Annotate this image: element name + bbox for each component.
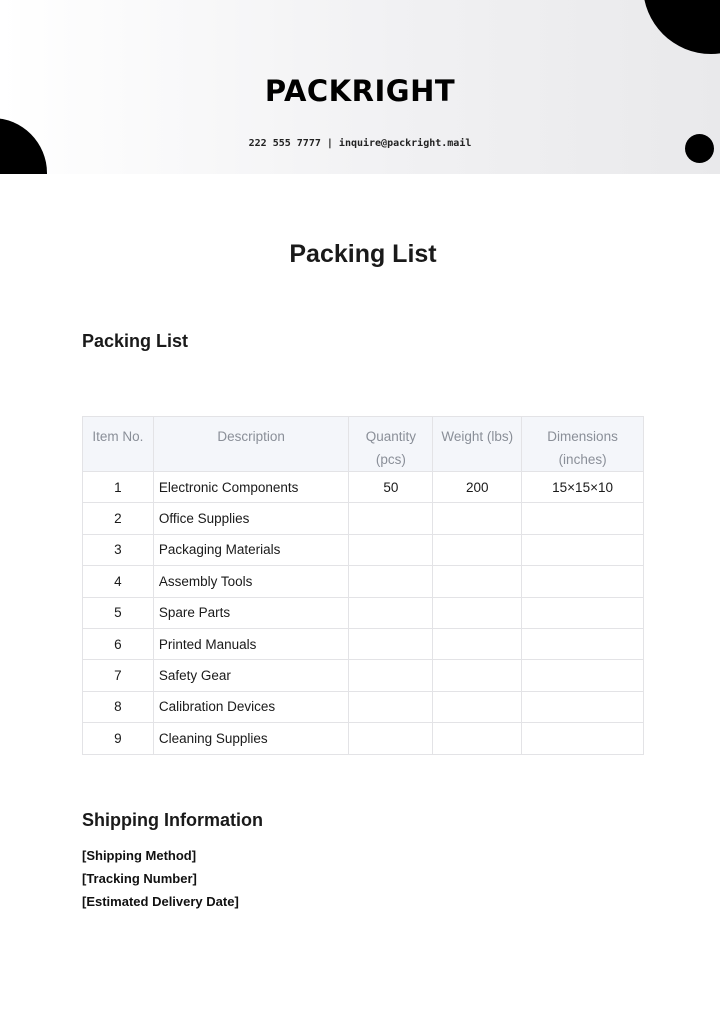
table-cell: Assembly Tools [153,566,349,597]
table-cell [522,534,644,565]
table-cell: 1 [83,472,154,503]
packing-list-heading: Packing List [82,331,189,351]
table-cell [433,723,522,754]
table-row [83,534,644,565]
table-cell: 5 [83,597,154,628]
table-row [83,660,644,691]
table-row [83,597,644,628]
shipping-method-field: [Shipping Method] [82,848,197,863]
table-cell: 7 [83,660,154,691]
table-cell [522,597,644,628]
table-cell [433,566,522,597]
table-row [83,628,644,659]
estimated-delivery-field: [Estimated Delivery Date] [82,894,239,909]
table-cell: Electronic Components [153,472,349,503]
table-cell: 200 [433,472,522,503]
table-row [83,723,644,754]
decor-circle-top-right [643,0,720,54]
table-cell: 8 [83,691,154,722]
table-row [83,503,644,534]
table-cell: 2 [83,503,154,534]
letterhead [0,0,720,174]
table-row [83,691,644,722]
table-cell: Cleaning Supplies [153,723,349,754]
table-cell: Office Supplies [153,503,349,534]
table-cell: Printed Manuals [153,628,349,659]
contact-line: 222 555 7777 | inquire@packright.mail [248,138,472,149]
packing-table [82,416,644,755]
table-cell [349,534,433,565]
table-cell: 50 [349,472,433,503]
table-cell [349,723,433,754]
table-row [83,472,644,503]
table-cell: 6 [83,628,154,659]
table-cell [433,503,522,534]
table-cell [433,534,522,565]
table-cell [349,628,433,659]
table-header-row [83,417,644,472]
table-cell [349,660,433,691]
column-header: Weight (lbs) [433,417,522,472]
table-cell: 15×15×10 [522,472,644,503]
table-cell: Calibration Devices [153,691,349,722]
table-row [83,566,644,597]
table-cell [522,660,644,691]
table-cell [433,691,522,722]
table-cell [349,691,433,722]
table-cell [433,628,522,659]
table-cell: Safety Gear [153,660,349,691]
table-cell: 3 [83,534,154,565]
column-header: Quantity (pcs) [349,417,433,472]
shipping-info-heading: Shipping Information [82,810,263,830]
table-cell [349,566,433,597]
table-cell [522,503,644,534]
table-cell [522,691,644,722]
column-header: Item No. [83,417,154,472]
document-title: Packing List [289,240,437,268]
table-cell [433,660,522,691]
table-cell: Packaging Materials [153,534,349,565]
table-cell [433,597,522,628]
table-cell [522,723,644,754]
column-header: Dimensions (inches) [522,417,644,472]
column-header: Description [153,417,349,472]
table-cell: Spare Parts [153,597,349,628]
table-cell [522,628,644,659]
tracking-number-field: [Tracking Number] [82,871,197,886]
table-cell: 4 [83,566,154,597]
table-cell [349,503,433,534]
table-cell [349,597,433,628]
brand-name: PACKRIGHT [264,74,456,108]
table-cell: 9 [83,723,154,754]
table-cell [522,566,644,597]
